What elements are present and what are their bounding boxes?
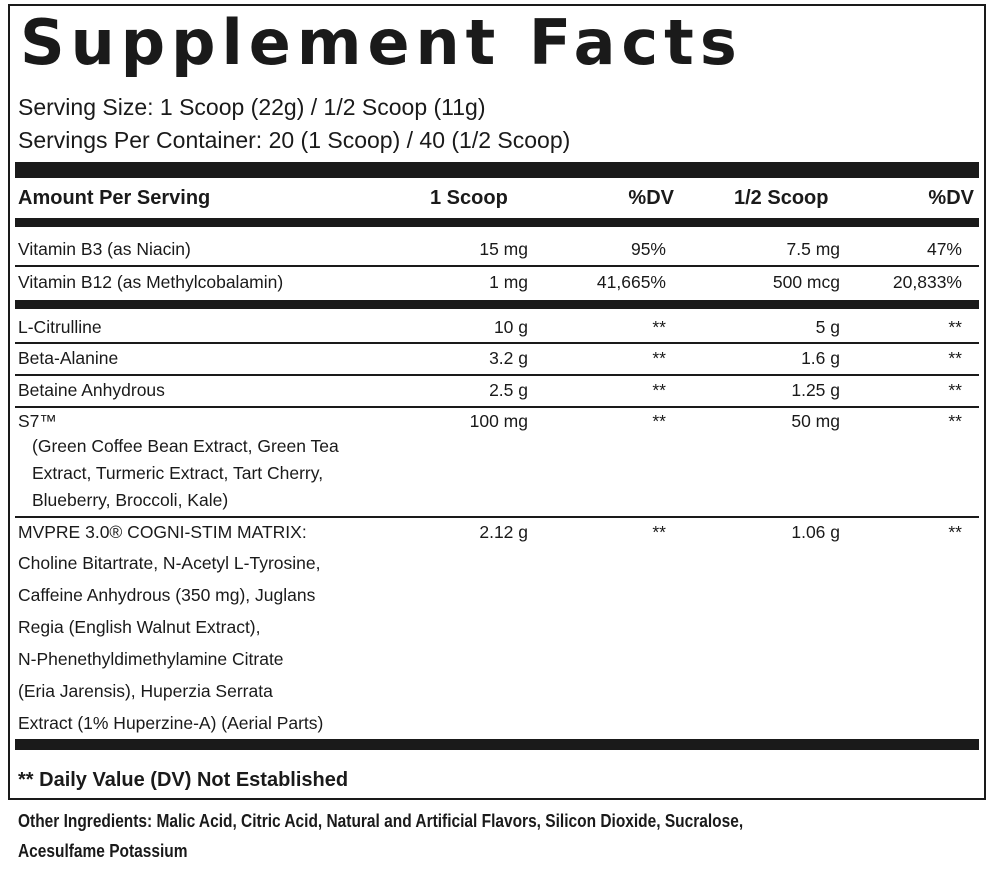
amount-one-scoop: 1 mg: [489, 272, 528, 292]
row-divider: [15, 516, 979, 518]
dv-half-scoop: **: [948, 348, 962, 368]
dv-one-scoop: **: [652, 522, 666, 542]
row-divider: [15, 406, 979, 408]
dv-half-scoop: **: [948, 522, 962, 542]
amount-one-scoop: 2.5 g: [489, 380, 528, 400]
ingredient-name: S7™: [18, 411, 57, 431]
dv-one-scoop: **: [652, 380, 666, 400]
header-divider: [15, 218, 979, 227]
ingredient-detail-line: Regia (English Walnut Extract),: [18, 617, 261, 637]
ingredient-detail-line: (Green Coffee Bean Extract, Green Tea: [32, 436, 339, 456]
dv-one-scoop: 41,665%: [596, 272, 666, 292]
ingredient-detail-line: Caffeine Anhydrous (350 mg), Juglans: [18, 585, 316, 605]
amount-half-scoop: 50 mg: [791, 411, 840, 431]
ingredient-detail-line: Extract (1% Huperzine-A) (Aerial Parts): [18, 713, 324, 733]
row-divider: [15, 265, 979, 267]
dv-one-scoop: 95%: [630, 239, 666, 259]
amount-one-scoop: 15 mg: [479, 239, 528, 259]
serving-size: Serving Size: 1 Scoop (22g) / 1/2 Scoop (11g): [18, 94, 486, 120]
amount-half-scoop: 500 mcg: [772, 272, 840, 292]
dv-half-scoop: 20,833%: [892, 272, 962, 292]
ingredient-detail-line: (Eria Jarensis), Huperzia Serrata: [18, 681, 273, 701]
dv-one-scoop: **: [652, 411, 666, 431]
section-divider: [15, 300, 979, 309]
header-half-scoop: 1/2 Scoop: [734, 187, 829, 209]
thick-divider: [15, 162, 979, 178]
nutrient-name: Vitamin B12 (as Methylcobalamin): [18, 272, 284, 292]
daily-value-footnote: ** Daily Value (DV) Not Established: [18, 769, 349, 791]
amount-half-scoop: 1.06 g: [791, 522, 840, 542]
amount-one-scoop: 2.12 g: [479, 522, 528, 542]
dv-one-scoop: **: [652, 348, 666, 368]
amount-one-scoop: 100 mg: [469, 411, 528, 431]
dv-one-scoop: **: [652, 317, 666, 337]
panel-title: Supplement Facts: [20, 6, 743, 79]
amount-half-scoop: 1.6 g: [801, 348, 840, 368]
other-ingredients-line: Acesulfame Potassium: [18, 841, 188, 861]
nutrient-name: Vitamin B3 (as Niacin): [18, 239, 191, 259]
amount-one-scoop: 10 g: [493, 317, 528, 337]
other-ingredients: [18, 806, 844, 866]
amount-one-scoop: 3.2 g: [489, 348, 528, 368]
ingredient-name: MVPRE 3.0® COGNI-STIM MATRIX:: [18, 522, 307, 542]
supplement-facts-panel: [8, 4, 986, 800]
dv-half-scoop: **: [948, 380, 962, 400]
ingredient-detail-line: Extract, Turmeric Extract, Tart Cherry,: [32, 463, 324, 483]
dv-half-scoop: **: [948, 317, 962, 337]
ingredient-detail-line: N-Phenethyldimethylamine Citrate: [18, 649, 284, 669]
row-divider: [15, 342, 979, 344]
amount-half-scoop: 1.25 g: [791, 380, 840, 400]
dv-half-scoop: **: [948, 411, 962, 431]
header-dv-half-scoop: %DV: [928, 187, 974, 209]
other-ingredients-line: Other Ingredients: Malic Acid, Citric Acid, Natural and Artificial Flavors, Silicon Dioxide, Sucralose,: [18, 811, 744, 831]
header-amount-per-serving: Amount Per Serving: [18, 187, 211, 209]
dv-half-scoop: 47%: [926, 239, 962, 259]
ingredient-name: Betaine Anhydrous: [18, 380, 165, 400]
ingredient-detail-line: Blueberry, Broccoli, Kale): [32, 490, 229, 510]
ingredient-detail-line: Choline Bitartrate, N-Acetyl L-Tyrosine,: [18, 553, 321, 573]
amount-half-scoop: 7.5 mg: [786, 239, 840, 259]
header-one-scoop: 1 Scoop: [430, 187, 508, 209]
thick-divider: [15, 739, 979, 750]
amount-half-scoop: 5 g: [815, 317, 840, 337]
header-dv-one-scoop: %DV: [628, 187, 674, 209]
row-divider: [15, 374, 979, 376]
ingredient-name: Beta-Alanine: [18, 348, 119, 368]
servings-per-container: Servings Per Container: 20 (1 Scoop) / 40 (1/2 Scoop): [18, 127, 571, 153]
ingredient-name: L-Citrulline: [18, 317, 102, 337]
